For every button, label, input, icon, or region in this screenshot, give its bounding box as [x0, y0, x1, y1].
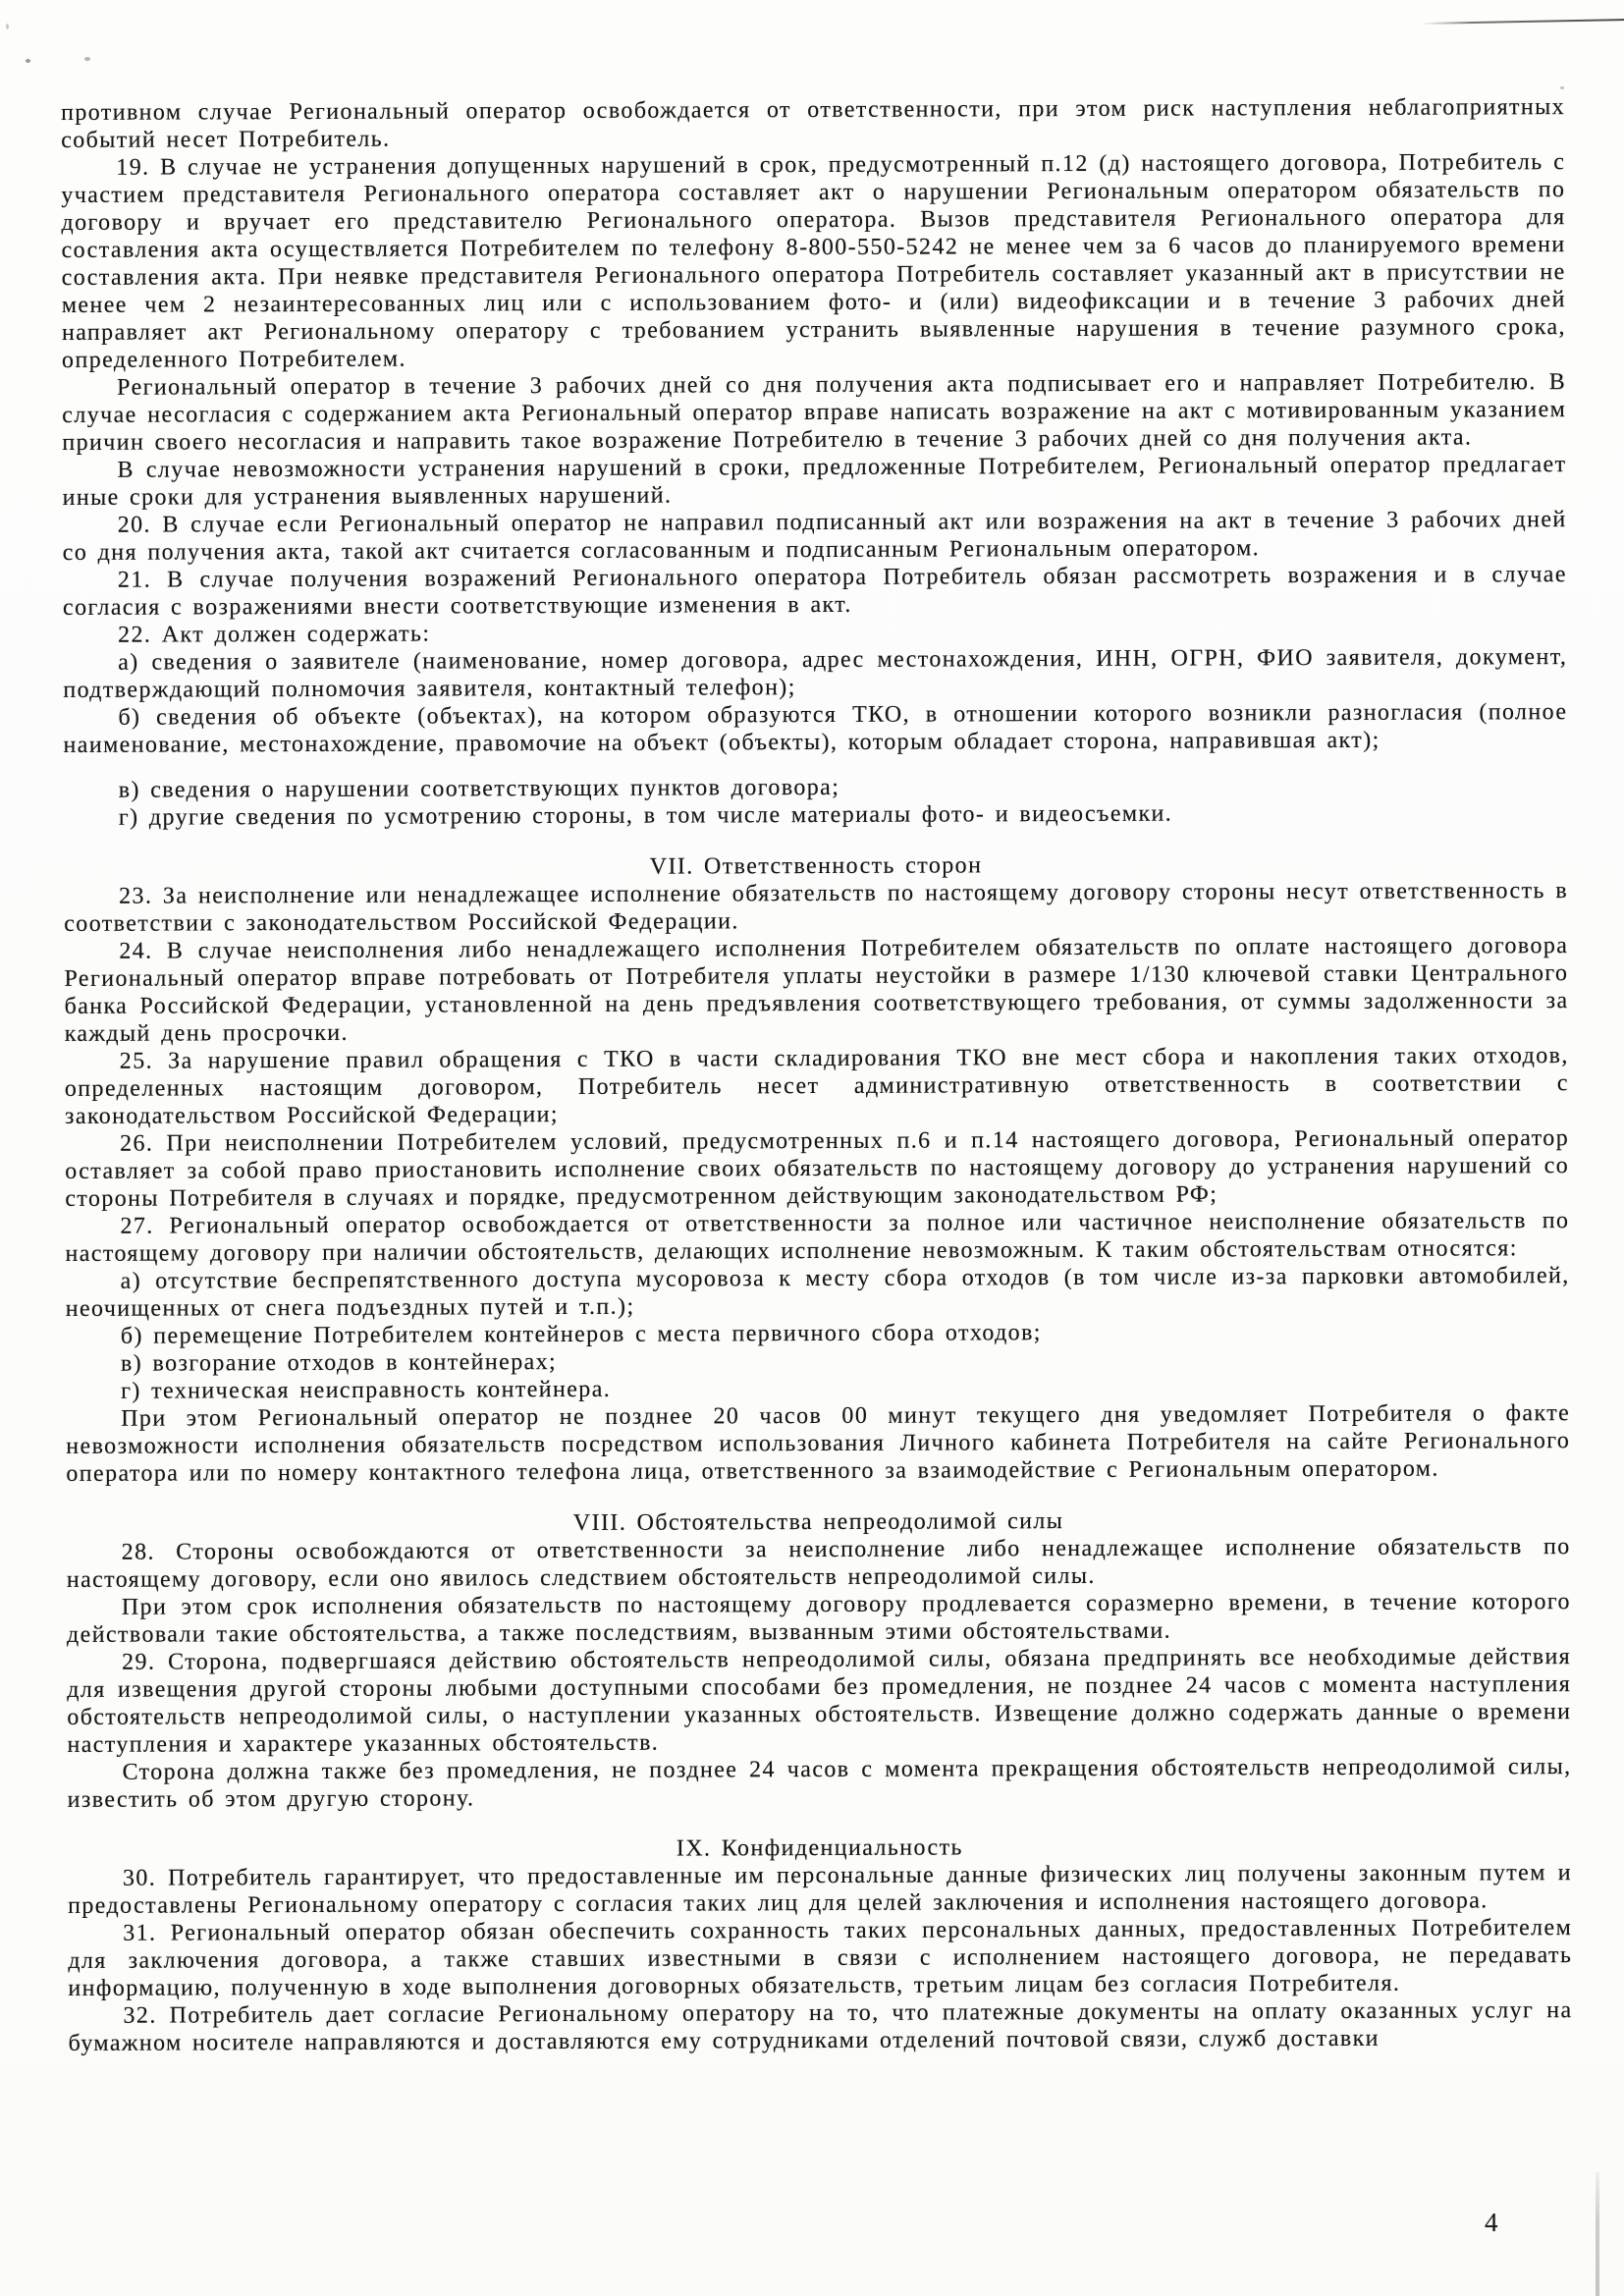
clause-19-act-signing: Региональный оператор в течение 3 рабочих дней со дня получения акта подписывает его и направляет Потребителю. В случае несогласия с содержанием акта Региональный оператор вправе написать возражение на акт с мотивированным указанием причин своего несогласия и направить такое возражение Потребителю в течение 3 рабочих дней со дня получения акта.	[62, 369, 1567, 456]
clause-22-item-b: б) сведения об объекте (объектах), на котором образуются ТКО, в отношении которого возникли разногласия (полное наименование, местонахождение, правомочие на объект (объекты), которым обладает сторона, направившая акт);	[63, 699, 1568, 758]
clause-27-item-g: г) техническая неисправность контейнера.	[121, 1376, 612, 1404]
section-heading-viii: VIII. Обстоятельства непреодолимой силы	[572, 1508, 1064, 1536]
clause-27-item-v: в) возгорание отходов в контейнерах;	[120, 1349, 558, 1377]
clause-30: 30. Потребитель гарантирует, что предоставленные им персональные данные физических лиц получены законным путем и предоставлены Региональному оператору с согласия таких лиц для целей заключения и исполнения настоящего договора.	[68, 1860, 1573, 1919]
clause-25: 25. За нарушение правил обращения с ТКО в части складирования ТКО вне мест сбора и накопления таких отходов, определенных настоящим договором, Потребитель несет административную ответственность в соответствии с законодательством Российской Федерации;	[64, 1043, 1569, 1129]
clause-27: 27. Региональный оператор освобождается от ответственности за полное или частичное неисполнение обязательств по настоящему договору при наличии обстоятельств, делающих исполнение невозможным. К таким обстоятельствам относятся:	[65, 1208, 1570, 1267]
clause-29-termination: Сторона должна также без промедления, не позднее 24 часов с момента прекращения обстоятельств непреодолимой силы, известить об этом другую сторону.	[67, 1754, 1572, 1813]
scan-speck	[26, 59, 30, 63]
contract-text-body	[61, 93, 1573, 2057]
clause-continuation: противном случае Региональный оператор освобождается от ответственности, при этом риск наступления неблагоприятных событий несет Потребитель.	[61, 94, 1566, 153]
clause-28-extension: При этом срок исполнения обязательств по настоящему договору продлевается соразмерно времени, в течение которого действовали такие обстоятельства, а также последствиям, вызванным этими обстоятельствами.	[66, 1589, 1571, 1648]
clause-21: 21. В случае получения возражений Регионального оператора Потребитель обязан рассмотреть возражения и в случае согласия с возражениями внести соответствующие изменения в акт.	[62, 562, 1567, 621]
clause-20: 20. В случае если Региональный оператор не направил подписанный акт или возражения на акт в течение 3 рабочих дней со дня получения акта, такой акт считается согласованным и подписанным Региональным оператором.	[62, 507, 1567, 566]
clause-23: 23. За неисполнение или ненадлежащее исполнение обязательств по настоящему договору стороны несут ответственность в соответствии с законодательством Российской Федерации.	[64, 878, 1569, 937]
scan-speck	[6, 24, 9, 29]
clause-19-other-terms: В случае невозможности устранения нарушений в сроки, предложенные Потребителем, Региональный оператор предлагает иные сроки для устранения выявленных нарушений.	[62, 452, 1567, 511]
clause-27-item-b: б) перемещение Потребителем контейнеров с места первичного сбора отходов;	[120, 1320, 1042, 1349]
scan-speck	[84, 57, 90, 61]
clause-29: 29. Сторона, подвергшаяся действию обстоятельств непреодолимой силы, обязана предпринять все необходимые действия для извещения другой стороны любыми доступными способами без промедления, не позднее 24 часов с момента наступления обстоятельств непреодолимой силы, о наступлении указанных обстоятельств. Извещение должно содержать данные о времени наступления и характере указанных обстоятельств.	[67, 1644, 1572, 1758]
scan-speck	[1560, 86, 1564, 89]
clause-32: 32. Потребитель дает согласие Региональному оператору на то, что платежные документы на оплату оказанных услуг на бумажном носителе направляются и доставляются ему сотрудниками отделений почтовой связи, служб доставки	[68, 1997, 1573, 2056]
clause-26: 26. При неисполнении Потребителем условий, предусмотренных п.6 и п.14 настоящего договора, Региональный оператор оставляет за собой право приостановить исполнение своих обязательств по настоящему договору до устранения нарушений со стороны Потребителя в случаях и порядке, предусмотренном действующим законодательством РФ;	[65, 1125, 1570, 1212]
clause-28: 28. Стороны освобождаются от ответственности за неисполнение либо ненадлежащее исполнение обязательств по настоящему договору, если оно явилось следствием обстоятельств непреодолимой силы.	[66, 1534, 1571, 1593]
scan-artifact-line	[1422, 19, 1624, 25]
clause-24: 24. В случае неисполнения либо ненадлежащего исполнения Потребителем обязательств по оплате настоящего договора Региональный оператор вправе потребовать от Потребителя уплаты неустойки в размере 1/130 ключевой ставки Центрального банка Российской Федерации, установленной на день предъявления соответствующего требования, от суммы задолженности за каждый день просрочки.	[64, 933, 1569, 1047]
clause-22-item-a: а) сведения о заявителе (наименование, номер договора, адрес местонахождения, ИНН, ОГРН, ФИО заявителя, документ, подтверждающий полномочия заявителя, контактный телефон);	[63, 644, 1568, 703]
clause-19: 19. В случае не устранения допущенных нарушений в срок, предусмотренный п.12 (д) настоящего договора, Потребитель с участием представителя Регионального оператора составляет акт о нарушении Региональным оператором обязательств по договору и вручает его представителю Регионального оператора. Вызов представителя Регионального оператора для составления акта осуществляется Потребителем по телефону 8-800-550-5242 не менее чем за 6 часов до планируемого времени составления акта. При неявке представителя Регионального оператора Потребитель составляет указанный акт в присутствии не менее чем 2 незаинтересованных лиц или с использованием фото- и (или) видеофиксации и в течение 3 рабочих дней направляет акт Региональному оператору с требованием устранить выявленные нарушения в течение разумного срока, определенного Потребителем.	[61, 149, 1566, 373]
section-heading-vii: VII. Ответственность сторон	[649, 852, 983, 880]
clause-31: 31. Региональный оператор обязан обеспечить сохранность таких персональных данных, предоставленных Потребителем для заключения договора, а также ставших известными в связи с исполнением настоящего договора, не передавать информацию, полученную в ходе выполнения договорных обязательств, третьим лицам без согласия Потребителя.	[68, 1915, 1573, 2001]
clause-22-item-g: г) другие сведения по усмотрению стороны, в том числе материалы фото- и видеосъемки.	[118, 800, 1173, 831]
clause-22-item-v: в) сведения о нарушении соответствующих пунктов договора;	[118, 774, 840, 803]
clause-27-notification: При этом Региональный оператор не позднее 20 часов 00 минут текущего дня уведомляет Потребителя о факте невозможности исполнения обязательств посредством использования Личного кабинета Потребителя на сайте Регионального оператора или по номеру контактного телефона лица, ответственного за взаимодействие с Региональным оператором.	[66, 1400, 1571, 1487]
paper-edge-shadow	[1596, 2172, 1599, 2296]
page-number: 4	[1485, 2208, 1498, 2237]
clause-27-item-a: а) отсутствие беспрепятственного доступа мусоровоза к месту сбора отходов (в том числе из-за парковки автомобилей, неочищенных от снега подъездных путей и т.п.);	[65, 1263, 1570, 1322]
section-heading-ix: IX. Конфиденциальность	[676, 1834, 963, 1862]
clause-22: 22. Акт должен содержать:	[118, 621, 431, 648]
